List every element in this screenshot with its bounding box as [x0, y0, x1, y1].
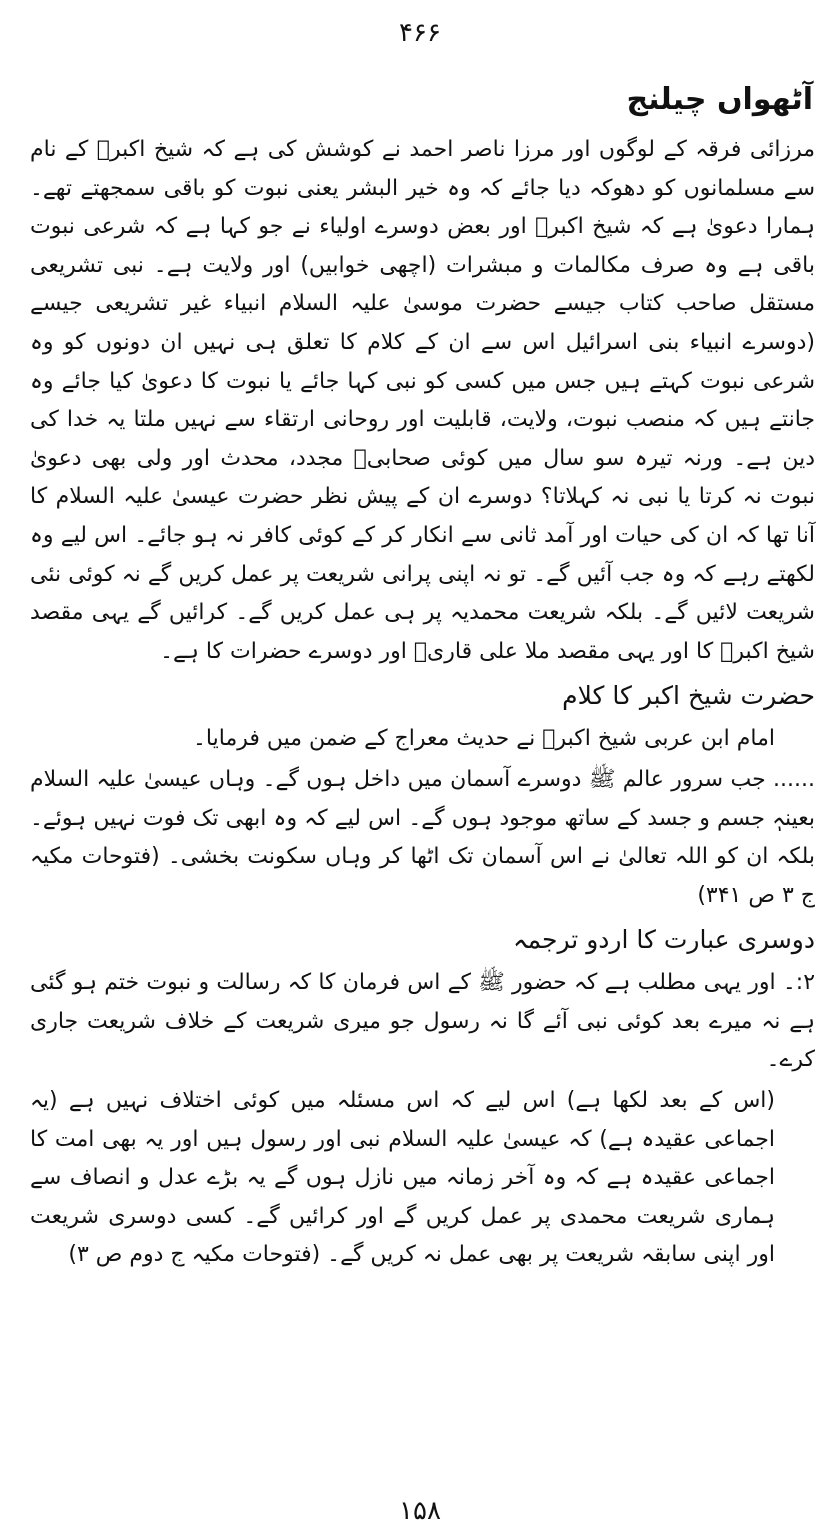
- kalam-heading: حضرت شیخ اکبر کا کلام: [562, 681, 815, 711]
- kalam-intro: امام ابن عربی شیخ اکبرؒ نے حدیث معراج کے ضمن میں فرمایا۔: [193, 726, 775, 752]
- page-number-bottom: ۱۵۸: [399, 1496, 441, 1526]
- challenge-heading: آٹھواں چیلنج: [626, 82, 813, 117]
- page-content: [30, 82, 815, 1277]
- translation-paragraph-2: (اس کے بعد لکھا ہے) اس لیے کہ اس مسئلہ میں کوئی اختلاف نہیں ہے (یہ اجماعی عقیدہ ہے) کہ عیسیٰ علیہ السلام نبی اور رسول ہیں اور یہ بھی امت کا اجماعی عقیدہ ہے کہ وہ آخر زمانہ میں نازل ہوں گے یہ بڑے عدل و انصاف سے ہماری شریعت محمدی پر عمل کریں گے اور کرائیں گے۔ کسی دوسری شریعت اور اپنی سابقہ شریعت پر بھی عمل نہ کریں گے۔ (فتوحات مکیہ ج دوم ص ۳): [30, 1088, 775, 1268]
- kalam-quote: ...... جب سرور عالم ﷺ دوسرے آسمان میں داخل ہوں گے۔ وہاں عیسیٰ علیہ السلام بعینہٖ جسم و جسد کے ساتھ موجود ہوں گے۔ اس لیے کہ وہ ابھی تک فوت نہیں ہوئے۔ بلکہ ان کو اللہ تعالیٰ نے اس آسمان تک اٹھا کر وہاں سکونت بخشی۔ (فتوحات مکیہ ج ۳ ص ۳۴۱): [30, 766, 815, 908]
- translation-heading: دوسری عبارت کا اردو ترجمہ: [512, 925, 815, 955]
- challenge-body: مرزائی فرقہ کے لوگوں اور مرزا ناصر احمد نے کوشش کی ہے کہ شیخ اکبرؒ کے نام سے مسلمانوں کو دھوکہ دیا جائے کہ وہ خیر البشر یعنی نبوت کو باقی سمجھتے تھے۔ ہمارا دعویٰ ہے کہ شیخ اکبرؒ اور بعض دوسرے اولیاء نے جو کہا ہے کہ شرعی نبوت باقی ہے وہ صرف مکالمات و مبشرات (اچھی خوابیں) اور ولایت ہے۔ نبی تشریعی مستقل صاحب کتاب جیسے حضرت موسیٰ علیہ السلام انبیاء غیر تشریعی جیسے (دوسرے انبیاء بنی اسرائیل اس سے ان کے کلام کا تعلق ہی نہیں ان دونوں کو وہ شرعی نبوت کہتے ہیں جس میں کسی کو نبی کہا جائے یا نبوت کا دعویٰ کیا جائے وہ جانتے ہیں کہ منصب نبوت، ولایت، قابلیت اور روحانی ارتقاء سے نہیں ملتا یہ خدا کی دین ہے۔ ورنہ تیرہ سو سال میں کوئی صحابیؓ مجدد، محدث اور ولی بھی دعویٰ نبوت نہ کرتا یا نبی نہ کہلاتا؟ دوسرے ان کے پیش نظر حضرت عیسیٰ علیہ السلام کا آنا تھا کہ ان کی حیات اور آمد ثانی سے انکار کر کے کوئی کافر نہ ہو جائے۔ اس لیے وہ لکھتے رہے کہ وہ جب آئیں گے۔ تو نہ اپنی پرانی شریعت پر عمل کریں گے نہ کوئی نئی شریعت لائیں گے۔ بلکہ شریعت محمدیہ پر ہی عمل کریں گے۔ کرائیں گے یہی مقصد شیخ اکبرؒ کا اور یہی مقصد ملا علی قاریؒ اور دوسرے حضرات کا ہے۔: [30, 137, 815, 664]
- page-number-top: ۴۶۶: [399, 18, 441, 48]
- translation-paragraph-1: ۲:۔ اور یہی مطلب ہے کہ حضور ﷺ کے اس فرمان کا کہ رسالت و نبوت ختم ہو گئی ہے نہ میرے بعد کوئی نبی آئے گا نہ رسول جو میری شریعت کے خلاف شریعت جاری کرے۔: [30, 970, 816, 1073]
